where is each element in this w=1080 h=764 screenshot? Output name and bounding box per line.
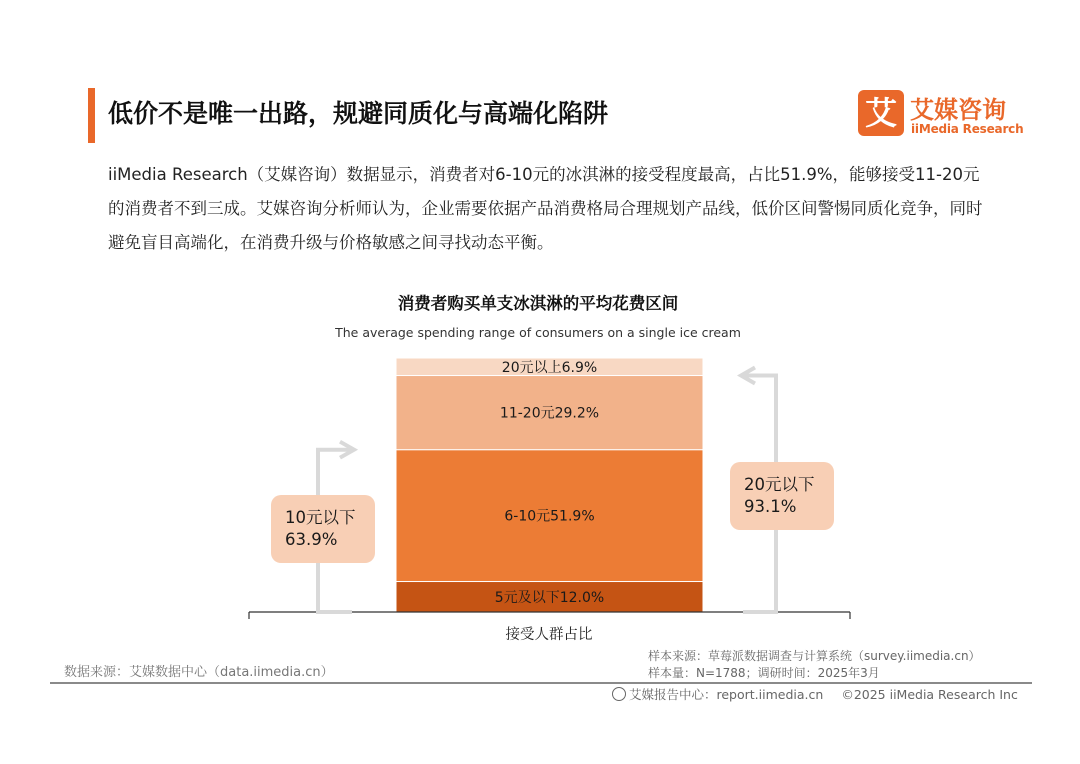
data-source-note: 数据来源：艾媒数据中心（data.iimedia.cn） bbox=[64, 665, 334, 680]
chart-subtitle: The average spending range of consumers on a single ice cream bbox=[335, 325, 741, 340]
x-axis-label: 接受人群占比 bbox=[505, 627, 593, 643]
logo-mark: 艾 bbox=[858, 90, 904, 136]
chart-title: 消费者购买单支冰淇淋的平均花费区间 bbox=[397, 294, 679, 313]
footer-divider bbox=[50, 682, 1032, 684]
copyright-text: ©2025 iiMedia Research Inc bbox=[841, 687, 1018, 702]
annotation-range-label: 10元以下 bbox=[285, 508, 356, 527]
sample-source-note: 样本来源：草莓派数据调查与计算系统（survey.iimedia.cn） bbox=[648, 649, 981, 663]
footer-credits bbox=[612, 685, 1018, 703]
annotation-box bbox=[730, 462, 834, 530]
globe-icon bbox=[612, 687, 626, 701]
bar-segment-label: 11-20元29.2% bbox=[499, 405, 600, 422]
bar-segment-label: 5元及以下12.0% bbox=[494, 589, 605, 606]
bar-segment-label: 6-10元51.9% bbox=[504, 508, 595, 525]
annotation-value-label: 63.9% bbox=[285, 530, 338, 549]
bar-segments bbox=[396, 358, 703, 612]
intro-paragraph: iiMedia Research（艾媒咨询）数据显示，消费者对6-10元的冰淇淋的接受程度最高，占比51.9%，能够接受11-20元的消费者不到三成。艾媒咨询分析师认为，企业需要依据产品消费格局合理规划产品线，低价区间警惕同质化竞争，同时避免盲目高端化，在消费升级与价格敏感之间寻找动态平衡。 bbox=[108, 165, 983, 252]
annotation-box bbox=[271, 495, 375, 563]
sample-size-note: 样本量：N=1788；调研时间：2025年3月 bbox=[648, 666, 880, 680]
page-title: 低价不是唯一出路，规避同质化与高端化陷阱 bbox=[108, 99, 609, 128]
logo-english-name: iiMedia Research bbox=[911, 122, 1024, 136]
annotation-range-label: 20元以下 bbox=[744, 475, 815, 494]
logo-chinese-name: 艾媒咨询 bbox=[910, 96, 1006, 124]
annotation-value-label: 93.1% bbox=[744, 497, 797, 516]
report-center-link[interactable]: 艾媒报告中心：report.iimedia.cn bbox=[629, 687, 824, 702]
bar-segment-label: 20元以上6.9% bbox=[501, 359, 598, 376]
